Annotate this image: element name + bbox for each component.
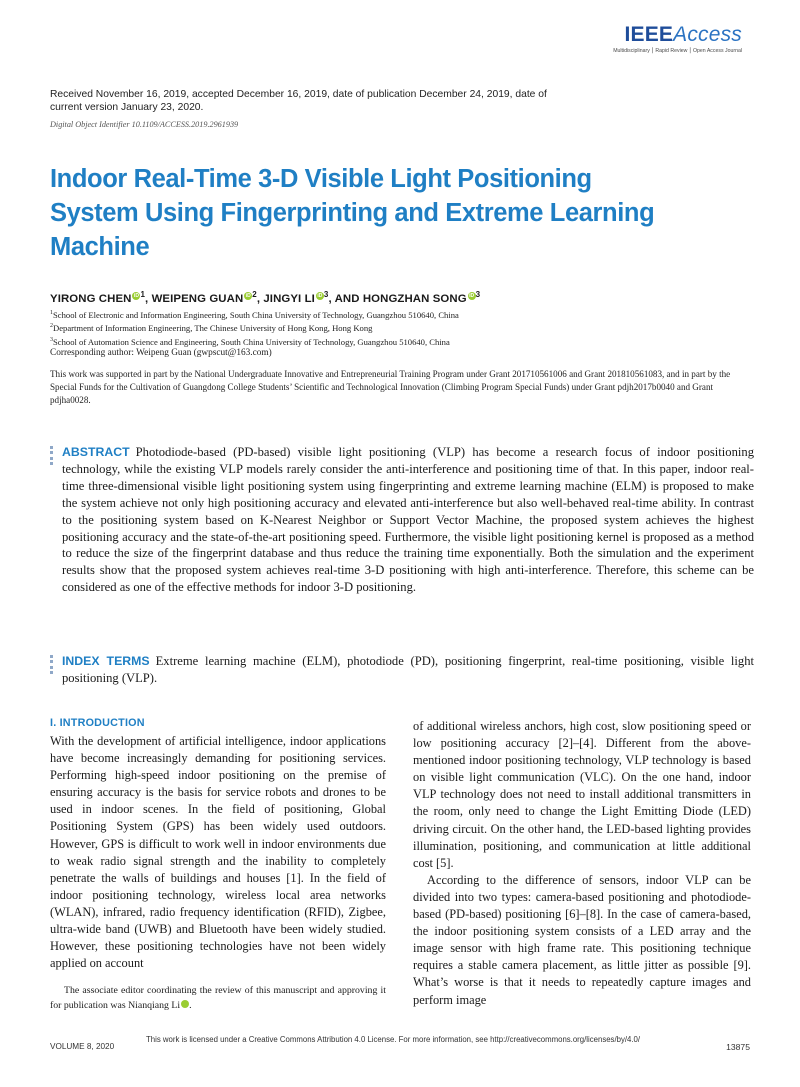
left-column-text: [50, 733, 386, 972]
received-dates: Received November 16, 2019, accepted December 16, 2019, date of publication December 24, 2019, date of current version January 23, 2020.: [50, 89, 547, 113]
page-number: 13875: [726, 1042, 750, 1052]
logo-access: Access: [673, 23, 742, 46]
author-affiliation-mark: 2: [252, 290, 257, 299]
paragraph: of additional wireless anchors, high cost, slow positioning speed or low positioning accuracy [2]–[4]. Different from the above-mentioned indoor positioning technology, VLP technology is based on visible light communication (VLC). On the one hand, indoor VLP technology does not need to install additional transmitters in the room, only need to change the Light Emitting Diode (LED) driving circuit. On the other hand, the LED-based lighting provides illumination, positioning, and communication at little additional cost [5].: [413, 719, 751, 870]
corresponding-author: Corresponding author: Weipeng Guan (gwpscut@163.com): [50, 348, 272, 358]
affiliation-item: [50, 335, 459, 348]
affiliation-text: School of Automation Science and Engineering, South China University of Technology, Guangzhou 510640, China: [53, 336, 450, 347]
affiliation-item: [50, 321, 459, 334]
abstract-marker-icon: [50, 446, 54, 468]
license-notice[interactable]: This work is licensed under a Creative Commons Attribution 4.0 License. For more information, see http://creativecommons.org/licenses/by/4.0/: [146, 1035, 641, 1044]
affiliation-number: 1: [50, 310, 53, 316]
author-name: HONGZHAN SONG: [362, 292, 467, 305]
author-separator: ,: [145, 292, 152, 305]
affiliation-text: School of Electronic and Information Engineering, South China University of Technology, Guangzhou 510640, China: [53, 309, 459, 320]
affiliations: [50, 308, 459, 348]
author-affiliation-mark: 3: [475, 290, 481, 299]
author-affiliation-mark: 3: [323, 290, 329, 299]
affiliation-number: 3: [50, 336, 53, 343]
author-affiliation-mark: 1: [140, 290, 146, 299]
footnote-text: The associate editor coordinating the review of this manuscript and approving it for publication was Nianqiang Li: [50, 985, 386, 1011]
orcid-icon[interactable]: iD: [181, 1000, 189, 1008]
section-heading: I. INTRODUCTION: [50, 717, 145, 729]
author-separator: ,: [256, 292, 264, 305]
author-name: YIRONG CHEN: [50, 292, 132, 305]
affiliation-text: Department of Information Engineering, The Chinese University of Hong Kong, Hong Kong: [53, 323, 373, 334]
index-terms: [62, 653, 754, 687]
orcid-icon[interactable]: iD: [469, 293, 475, 299]
orcid-icon[interactable]: iD: [317, 293, 323, 299]
doi[interactable]: Digital Object Identifier 10.1109/ACCESS.2019.2961939: [50, 120, 239, 129]
paragraph: According to the difference of sensors, indoor VLP can be divided into two types: camera-based positioning and photodiode-based (PD-based) positioning [6]–[8]. In the case of camera-based, the indoor positioning system consists of a LED array and the image sensor with high frame rate. This positioning technique requires a stable camera placement, as little jitter as possible [9]. What’s worse is that it needs to repeatedly capture images and perform image: [413, 872, 751, 1007]
volume-label: VOLUME 8, 2020: [50, 1042, 115, 1051]
orcid-icon[interactable]: iD: [245, 293, 251, 299]
right-column-text: [413, 718, 751, 1009]
paragraph: With the development of artificial intelligence, indoor applications have become increasingly demanding for positioning services. Performing high-speed indoor positioning on the premise of ensuring accuracy is the basis for service robots and drones to be used in indoor scenes. In the field of positioning, Global Positioning System (GPS) has been widely used outdoors. However, GPS is difficult to work well in indoor environments due to weak radio signal strength and the inability to completely penetrate the walls of buildings and houses [1]. In the field of indoor positioning technology, wireless local area networks (WLAN), infrared, radio frequency identification (RFID), Zigbee, ultra-wide band (UWB) and Bluetooth have been widely studied. However, these positioning technologies have not been widely applied on account: [50, 734, 386, 971]
logo-tagline: Multidisciplinary ⎮ Rapid Review ⎮ Open Access Journal: [613, 48, 742, 54]
author-separator: , AND: [328, 292, 363, 305]
abstract-label: ABSTRACT: [62, 445, 130, 459]
paper-title: Indoor Real-Time 3-D Visible Light Positioning System Using Fingerprinting and Extreme Learning Machine: [50, 165, 655, 261]
index-terms-label: INDEX TERMS: [62, 654, 150, 668]
abstract-text: Photodiode-based (PD-based) visible light positioning (VLP) has become a research focus of indoor positioning technology, while the existing VLP models rarely consider the anti-interference and positioning time of that. In this paper, indoor real-time three-dimensional visible light positioning system using fingerprinting and extreme learning machine (ELM) is proposed to make the system achieve not only high positioning accuracy and elevated anti-interference but also well-behaved real-time ability. In contrast to the positioning system based on K-Nearest Neighbor or Support Vector Machine, the proposed system achieves the highest positioning accuracy and the state-of-the-art positioning speed. Furthermore, the visible light positioning kernel is proposed as a method to reduce the size of the fingerprint database and thus reduce the training time exponentially. Both the simulation and the experiment results show that the proposed system achieves real-time 3-D positioning with high anti-interference. Therefore, this scheme can be considered as one of the effective methods for indoor 3-D positioning.: [62, 445, 754, 595]
index-terms-text: Extreme learning machine (ELM), photodiode (PD), positioning fingerprint, real-time positioning, visible light positioning (VLP).: [62, 654, 754, 685]
index-terms-marker-icon: [50, 655, 54, 677]
author-name: WEIPENG GUAN: [151, 292, 244, 305]
affiliation-number: 2: [50, 323, 53, 330]
affiliation-item: [50, 308, 459, 321]
author-list: [50, 290, 480, 305]
funding-statement: This work was supported in part by the National Undergraduate Innovative and Entrepreneurial Training Program under Grant 201710561006 and Grant 201810561083, and in part by the Special Funds for the Cultivation of Guangdong College Students’ Scientific and Technological Innovation (Climbing Program Special Funds) under Grant pdjh2017b0040 and Grant pdjha0028.: [50, 369, 731, 405]
author-name: JINGYI LI: [263, 292, 315, 305]
editor-footnote: The associate editor coordinating the review of this manuscript and approving it for publication was Nianqiang Li iD.: [50, 985, 386, 1011]
journal-logo: [613, 24, 742, 54]
abstract: [62, 444, 754, 596]
logo-ieee: IEEE: [624, 23, 674, 46]
orcid-icon[interactable]: iD: [133, 293, 140, 299]
